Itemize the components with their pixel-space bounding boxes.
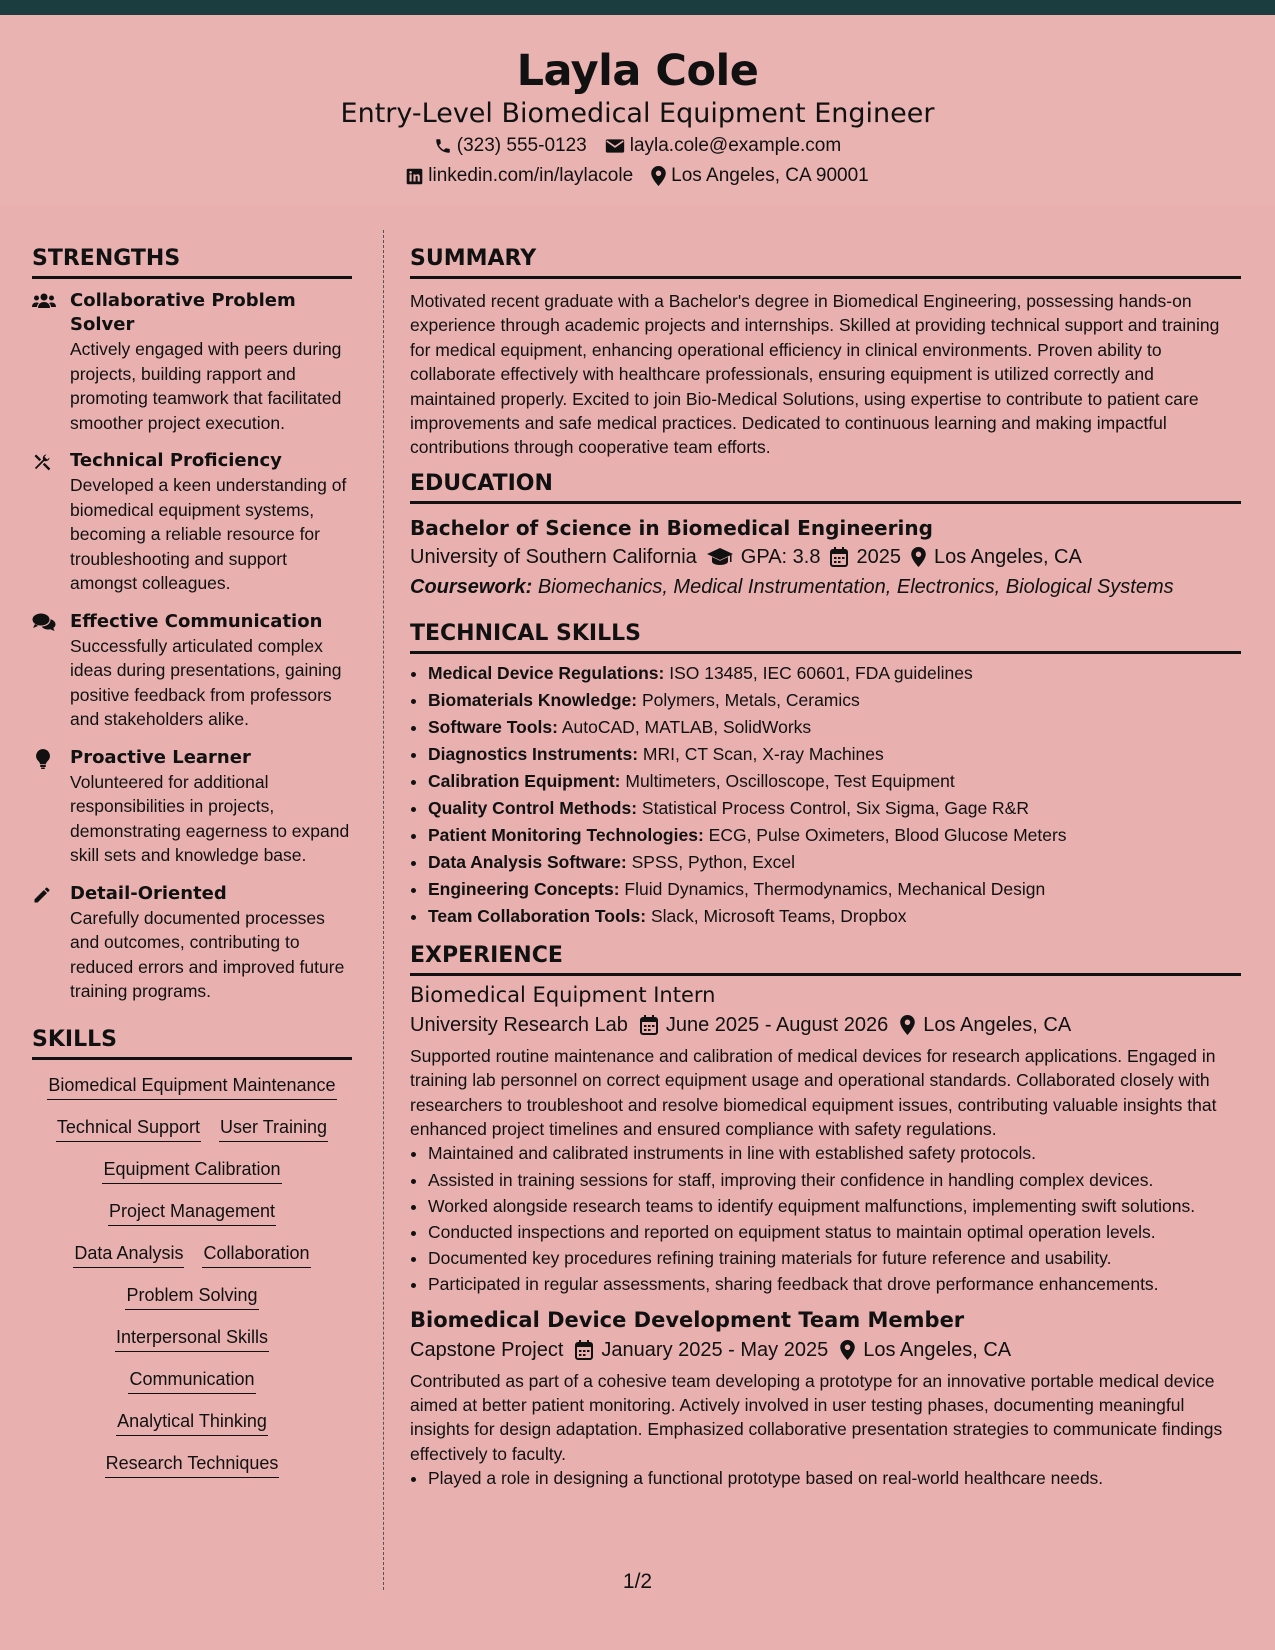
job-description: Supported routine maintenance and calibration of medical devices for research applications. Engaged in training lab personnel on correct equipment usage and operational standards. Collaborated closely with researchers to troubleshoot and resolve biomedical equipment issues, contributing valuable insights that enhanced project timelines and ensured compliance with safety regulations. (410, 1045, 1217, 1140)
skill-tag: Research Techniques (105, 1450, 280, 1478)
job-meta (410, 1335, 1241, 1365)
skill-tag: Communication (128, 1366, 255, 1394)
skill-values: AutoCAD, MATLAB, SolidWorks (561, 716, 812, 737)
strength-item (32, 882, 352, 1004)
skill-values: Polymers, Metals, Ceramics (641, 689, 860, 710)
strength-item (32, 746, 352, 868)
skill-category: Engineering Concepts: (428, 878, 620, 899)
skill-values: Multimeters, Oscilloscope, Test Equipment (625, 770, 955, 791)
map-marker-icon (911, 547, 926, 567)
list-item: • Worked alongside research teams to identify equipment malfunctions, implementing swift solutions. (428, 1194, 1241, 1219)
list-item (428, 687, 1241, 714)
list-item (428, 714, 1241, 741)
job-dates: January 2025 - May 2025 (601, 1338, 829, 1361)
list-item (428, 876, 1241, 903)
technical-skills-heading: TECHNICAL SKILLS (410, 620, 1241, 654)
degree-title: Bachelor of Science in Biomedical Engineering (410, 515, 933, 540)
job-entry (410, 1305, 1241, 1491)
skills-list (32, 1072, 352, 1478)
graduation-cap-icon (707, 547, 733, 567)
skill-category: Biomaterials Knowledge: (428, 689, 638, 710)
education-heading: EDUCATION (410, 470, 1241, 504)
strength-description: Actively engaged with peers during projects, building rapport and promoting teamwork that facilitated smoother project execution. (70, 339, 342, 433)
job-dates: June 2025 - August 2026 (665, 1013, 889, 1036)
gpa-text: GPA: 3.8 (740, 545, 821, 568)
column-divider (383, 230, 384, 1590)
linkedin-contact[interactable] (406, 161, 633, 191)
list-item: • Maintained and calibrated instruments in line with established safety protocols. (428, 1141, 1241, 1166)
email-contact[interactable] (605, 131, 842, 161)
calendar-icon (830, 547, 848, 567)
map-marker-icon (651, 166, 666, 186)
skill-category: Patient Monitoring Technologies: (428, 824, 704, 845)
candidate-title: Entry-Level Biomedical Equipment Engineer (340, 98, 935, 129)
skill-values: ISO 13485, IEC 60601, FDA guidelines (669, 662, 973, 683)
list-item: • Conducted inspections and reported on equipment status to maintain optimal operation levels. (428, 1220, 1241, 1245)
coursework-label: Coursework: (410, 575, 533, 598)
skill-tag: Collaboration (202, 1240, 310, 1268)
phone-text: (323) 555-0123 (456, 135, 587, 156)
strength-title: Detail-Oriented (70, 882, 227, 904)
skill-tag: Problem Solving (125, 1282, 258, 1310)
comments-icon (32, 613, 56, 631)
left-column (32, 245, 352, 1492)
skill-category: Software Tools: (428, 716, 558, 737)
location-contact (651, 161, 869, 191)
phone-icon (434, 137, 452, 155)
pencil-icon (32, 885, 52, 905)
summary-text: Motivated recent graduate with a Bachelor's degree in Biomedical Engineering, possessing hands-on experience through academic projects and internships. Skilled at providing technical support and training for medical equipment, enhancing operational efficiency in clinical environments. Proven ability to collaborate effectively with healthcare professionals, ensuring equipment is utilized correctly and maintained properly. Excited to join Bio-Medical Solutions, using expertise to contribute to patient care improvements and safe medical practices. Dedicated to continuous learning and making impactful contributions through cooperative team efforts. (410, 291, 1220, 458)
map-marker-icon (900, 1015, 915, 1035)
strength-description: Carefully documented processes and outcomes, contributing to reduced errors and improved future training programs. (70, 907, 345, 1001)
envelope-icon (605, 138, 625, 154)
strengths-heading: STRENGTHS (32, 245, 352, 279)
list-item (428, 849, 1241, 876)
summary-heading: SUMMARY (410, 245, 1241, 279)
skill-tag: User Training (219, 1114, 328, 1142)
skill-tag: Biomedical Equipment Maintenance (47, 1072, 336, 1100)
strength-title: Effective Communication (70, 610, 323, 632)
skill-tag: Interpersonal Skills (115, 1324, 269, 1352)
list-item: • Documented key procedures refining training materials for future reference and usability. (428, 1246, 1241, 1271)
coursework-list: Biomechanics, Medical Instrumentation, Electronics, Biological Systems (537, 575, 1174, 598)
skill-tag: Project Management (108, 1198, 276, 1226)
job-bullets (410, 1141, 1241, 1296)
strength-description: Developed a keen understanding of biomedical equipment systems, becoming a reliable resource for troubleshooting and support amongst colleagues. (70, 475, 347, 593)
strength-description: Volunteered for additional responsibilities in projects, demonstrating eagerness to expand skill sets and knowledge base. (70, 771, 350, 865)
tools-icon (32, 452, 52, 472)
job-entry (410, 980, 1241, 1297)
job-org: Capstone Project (410, 1338, 564, 1361)
job-title: Biomedical Equipment Intern (410, 982, 716, 1007)
list-item (428, 822, 1241, 849)
skill-category: Team Collaboration Tools: (428, 905, 647, 926)
candidate-name: Layla Cole (516, 46, 759, 96)
contact-line-2 (0, 161, 1275, 191)
skill-values: ECG, Pulse Oximeters, Blood Glucose Meters (708, 824, 1067, 845)
job-title: Biomedical Device Development Team Member (410, 1307, 965, 1332)
resume-header (0, 15, 1275, 205)
job-location: Los Angeles, CA (923, 1013, 1072, 1036)
list-item: • Assisted in training sessions for staff, improving their confidence in handling complex devices. (428, 1168, 1241, 1193)
strength-item (32, 289, 352, 435)
top-accent-bar (0, 0, 1275, 15)
skill-tag: Technical Support (56, 1114, 201, 1142)
page-indicator: 1/2 (622, 1570, 653, 1593)
skill-tag: Data Analysis (73, 1240, 184, 1268)
strength-item (32, 610, 352, 732)
job-location: Los Angeles, CA (863, 1338, 1012, 1361)
skill-values: SPSS, Python, Excel (631, 851, 796, 872)
skill-category: Calibration Equipment: (428, 770, 621, 791)
graduation-year: 2025 (856, 545, 901, 568)
education-location: Los Angeles, CA (933, 545, 1082, 568)
list-item (428, 903, 1241, 930)
skill-values: MRI, CT Scan, X-ray Machines (642, 743, 884, 764)
email-text: layla.cole@example.com (629, 135, 842, 156)
phone-contact (434, 131, 587, 161)
calendar-icon (640, 1015, 658, 1035)
list-item (428, 660, 1241, 687)
experience-heading: EXPERIENCE (410, 942, 1241, 976)
skill-tag: Analytical Thinking (116, 1408, 268, 1436)
education-meta (410, 542, 1241, 572)
strength-title: Technical Proficiency (70, 450, 282, 471)
job-org: University Research Lab (410, 1013, 628, 1036)
list-item (428, 768, 1241, 795)
coursework-line (410, 572, 1241, 602)
linkedin-text: linkedin.com/in/laylacole (428, 165, 634, 186)
map-marker-icon (840, 1340, 855, 1360)
skill-values: Slack, Microsoft Teams, Dropbox (650, 905, 907, 926)
linkedin-icon (406, 168, 423, 185)
school-name: University of Southern California (410, 545, 697, 568)
strength-item (32, 449, 352, 596)
strength-title: Collaborative Problem Solver (70, 290, 296, 335)
list-item: • Participated in regular assessments, sharing feedback that drove performance enhancements. (428, 1272, 1241, 1297)
skill-tag: Equipment Calibration (102, 1156, 281, 1184)
skill-values: Statistical Process Control, Six Sigma, Gage R&R (641, 797, 1029, 818)
list-item (428, 741, 1241, 768)
list-item: • Played a role in designing a functional prototype based on real-world healthcare needs. (428, 1466, 1241, 1491)
skill-category: Quality Control Methods: (428, 797, 638, 818)
list-item (428, 795, 1241, 822)
strength-description: Successfully articulated complex ideas during presentations, gaining positive feedback from professors and stakeholders alike. (70, 635, 342, 729)
strength-title: Proactive Learner (70, 746, 251, 768)
lightbulb-icon (32, 749, 50, 769)
skill-values: Fluid Dynamics, Thermodynamics, Mechanical Design (624, 878, 1046, 899)
skill-category: Data Analysis Software: (428, 851, 627, 872)
users-icon (32, 292, 56, 310)
contact-line-1 (0, 131, 1275, 161)
skills-heading: SKILLS (32, 1026, 352, 1060)
job-bullets (410, 1466, 1241, 1491)
right-column (410, 245, 1241, 1492)
skill-category: Diagnostics Instruments: (428, 743, 639, 764)
calendar-icon (575, 1340, 593, 1360)
skill-category: Medical Device Regulations: (428, 662, 665, 683)
technical-skills-list (410, 660, 1241, 930)
job-description: Contributed as part of a cohesive team developing a prototype for an innovative portable medical device aimed at better patient monitoring. Actively involved in user testing phases, documenting meaningful insights for design adaptation. Emphasized collaborative presentation strategies to communicate findings effectively to faculty. (410, 1370, 1223, 1464)
job-meta (410, 1010, 1241, 1040)
location-text: Los Angeles, CA 90001 (671, 165, 869, 186)
